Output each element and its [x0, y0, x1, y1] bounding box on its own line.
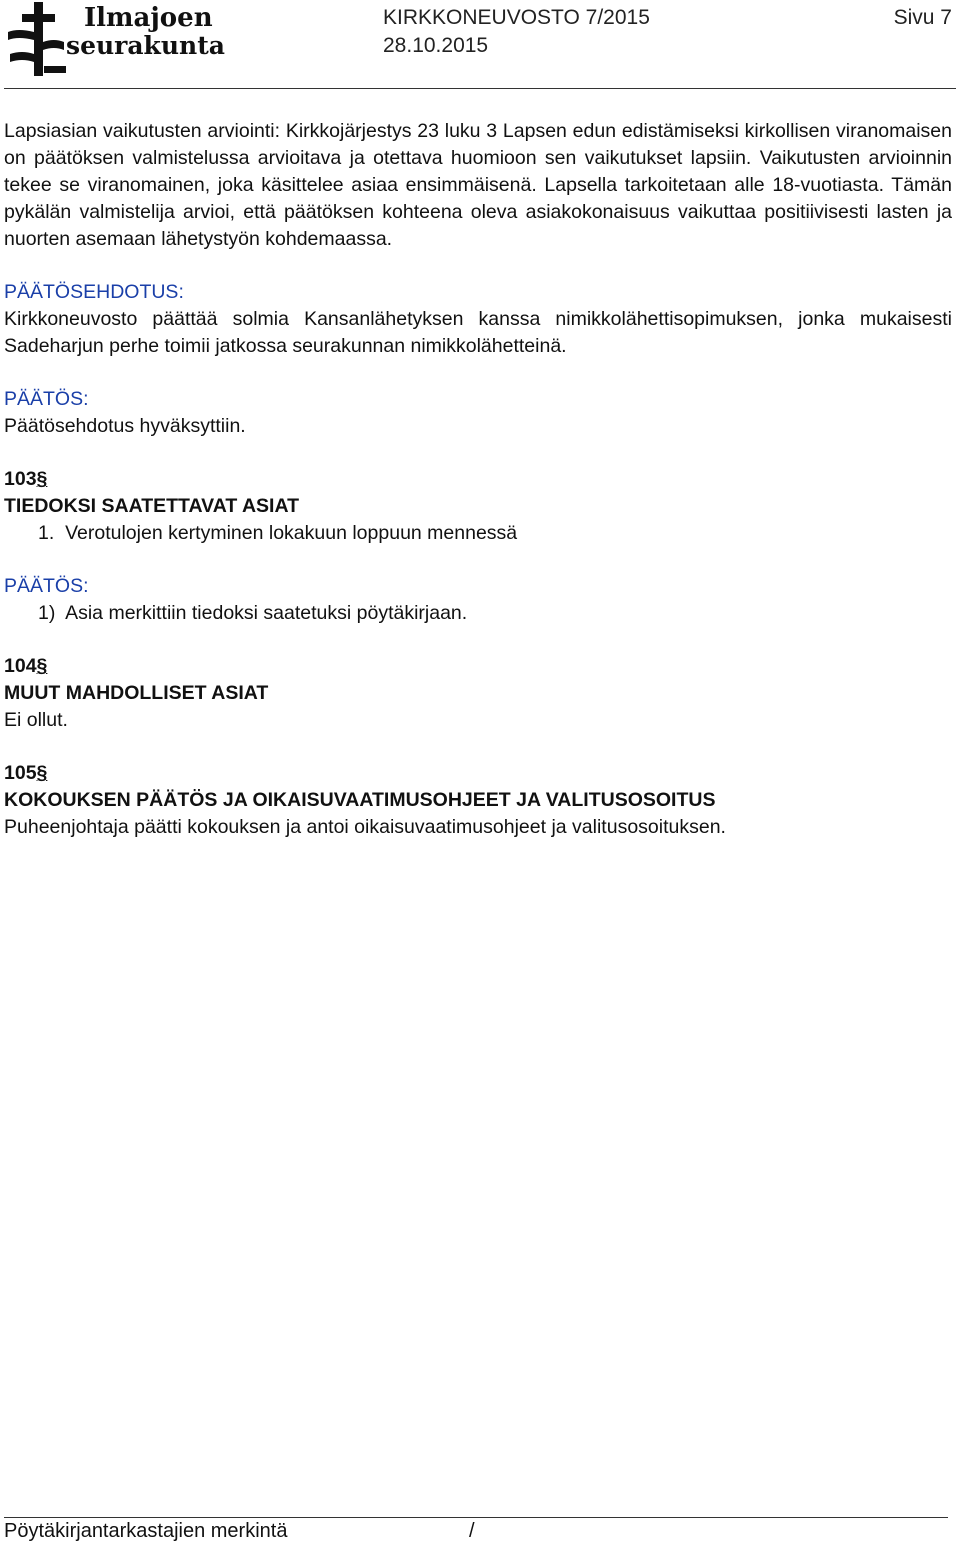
footer-divider — [4, 1517, 948, 1518]
proposal-label: PÄÄTÖSEHDOTUS: — [4, 281, 184, 303]
section-title: TIEDOKSI SAATETTAVAT ASIAT — [4, 495, 300, 517]
section-item: 1. Verotulojen kertyminen lokakuun loppuun mennessä — [38, 522, 518, 544]
svg-text:seurakunta: seurakunta — [66, 31, 225, 60]
document-title: KIRKKONEUVOSTO 7/2015 — [383, 6, 650, 29]
intro-paragraph: Lapsiasian vaikutusten arviointi: Kirkkojärjestys 23 luku 3 Lapsen edun edistämiseksi kirkollisen viranomaisen on päätöksen valmistelussa arvioitava ja otettava huomioon sen vaikutukset lapsiin. Vaikutusten arvioinnin tekee se viranomainen, joka käsittelee asiaa ensimmäisenä. Lapsella tarkoitetaan alle 18-vuotiasta. Tämän pykälän valmistelija arvioi, että päätöksen kohteena oleva asiakokonaisuus vaikuttaa positiivisesti lasten ja nuorten asemaan lähetystyön kohdemaassa. — [4, 120, 952, 250]
section-number: 104§ — [4, 655, 48, 677]
footer-label: Pöytäkirjantarkastajien merkintä — [4, 1520, 288, 1542]
section-title: MUUT MAHDOLLISET ASIAT — [4, 682, 269, 704]
decision-label: PÄÄTÖS: — [4, 388, 89, 410]
document-body — [4, 118, 952, 841]
section-number: 103§ — [4, 468, 48, 490]
section-mark: § — [36, 468, 48, 490]
section-text: Puheenjohtaja päätti kokouksen ja antoi oikaisuvaatimusohjeet ja valitusosoituksen. — [4, 816, 726, 838]
section-mark: § — [36, 655, 48, 677]
section-decision-item: 1) Asia merkittiin tiedoksi saatetuksi pöytäkirjaan. — [38, 602, 468, 624]
section-mark: § — [36, 762, 48, 784]
ilmajoen-seurakunta-logo — [4, 2, 244, 80]
page-number: Sivu 7 — [893, 6, 952, 29]
proposal-text: Kirkkoneuvosto päättää solmia Kansanlähetyksen kanssa nimikkolähettisopimuksen, jonka mukaisesti Sadeharjun perhe toimii jatkossa seurakunnan nimikkolähetteinä. — [4, 308, 952, 357]
decision-text: Päätösehdotus hyväksyttiin. — [4, 415, 246, 437]
section-decision-label: PÄÄTÖS: — [4, 575, 89, 597]
section-number: 105§ — [4, 762, 48, 784]
section-title: KOKOUKSEN PÄÄTÖS JA OIKAISUVAATIMUSOHJEET JA VALITUSOSOITUS — [4, 789, 716, 811]
header-divider — [4, 88, 956, 89]
section-text: Ei ollut. — [4, 709, 68, 731]
svg-text:Ilmajoen: Ilmajoen — [84, 3, 213, 33]
document-date: 28.10.2015 — [383, 34, 489, 57]
footer-slash: / — [469, 1520, 475, 1542]
